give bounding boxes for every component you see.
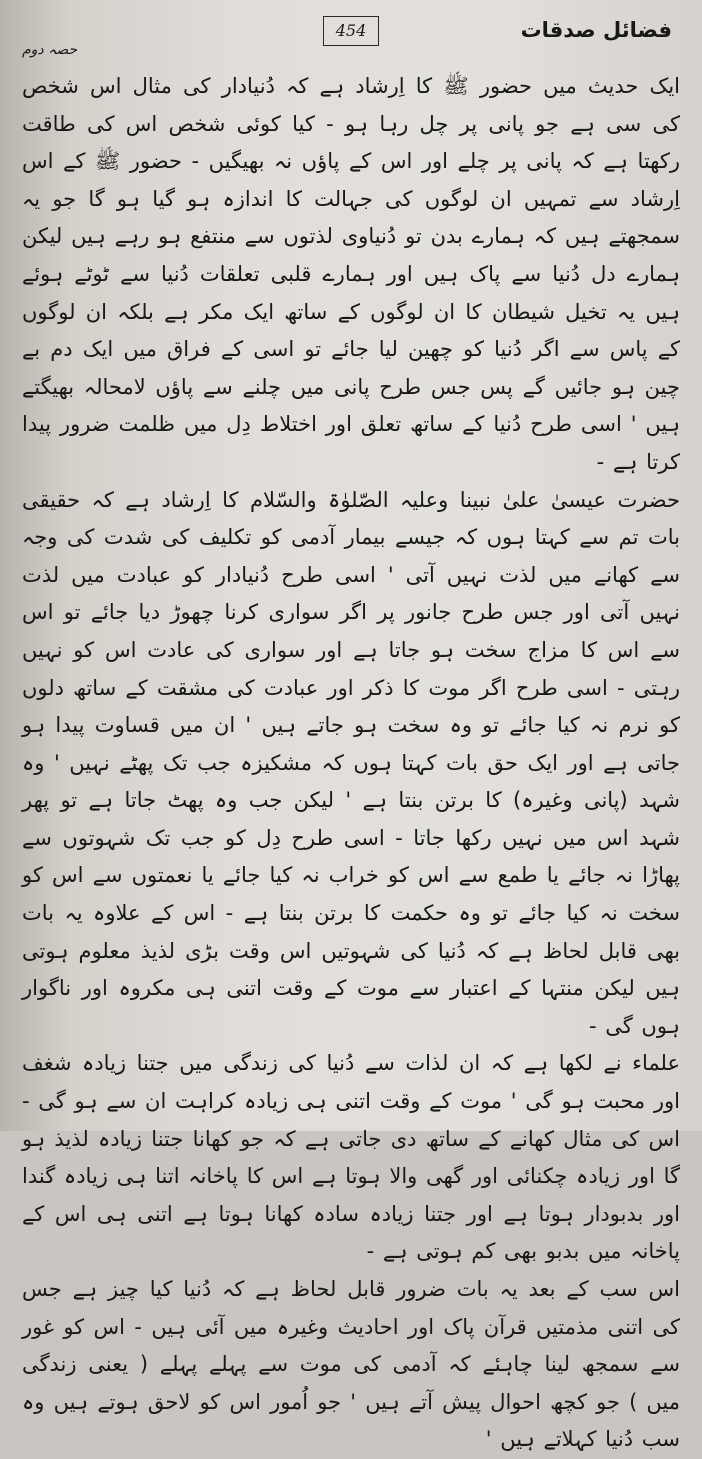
section-label: حصہ دوم [22, 42, 78, 58]
page-header [22, 14, 680, 56]
page-number: 454 [323, 16, 379, 46]
paragraph-ulema: علماء نے لکھا ہے کہ ان لذات سے دُنیا کی زندگی میں جتنا زیادہ شغف اور محبت ہو گی ' موت کے وقت اتنی ہی زیادہ کراہت ان سے ہو گی - اس کی مثال کھانے کے ساتھ دی جاتی ہے کہ جو کھانا جتنا زیادہ لذیذ ہو گا اور زیادہ چکنائی اور گھی والا ہوتا ہے اس کا پاخانہ اتنا ہی زیادہ گندا اور بدبودار ہوتا ہے اور جتنا زیادہ سادہ کھانا ہوتا ہے اتنی ہی اس کے پاخانہ میں بدبو بھی کم ہوتی ہے - [22, 1051, 680, 1264]
paragraph-isa: حضرت عیسیٰ علیٰ نبینا وعلیہ الصّلوٰۃ والسّلام کا اِرشاد ہے کہ حقیقی بات تم سے کہتا ہوں کہ جیسے بیمار آدمی کو تکلیف کی شدت کی وجہ سے کھانے میں لذت نہیں آتی ' اسی طرح دُنیادار کو عبادت میں لذت نہیں آتی اور جس طرح جانور پر اگر سواری کرنا چھوڑ دیا جائے تو اس سے اس کا مزاج سخت ہو جاتا ہے اور سواری کی عادت اس کو نہیں رہتی - اسی طرح اگر موت کا ذکر اور عبادت کی مشقت کے ساتھ دلوں کو نرم نہ کیا جائے تو وہ سخت ہو جاتے ہیں ' ان میں قساوت پیدا ہو جاتی ہے اور ایک حق بات کہتا ہوں کہ مشکیزہ جب تک پھٹے نہیں ' وہ شہد (پانی وغیرہ) کا برتن بنتا ہے ' لیکن جب وہ پھٹ جاتا ہے تو پھر شہد اس میں نہیں رکھا جاتا - اسی طرح دِل کو جب تک شہوتوں سے پھاڑا نہ جائے یا طمع سے اس کو خراب نہ کیا جائے یا نعمتوں سے اس کو سخت نہ کیا جائے تو وہ حکمت کا برتن بنتا ہے - اس کے علاوہ یہ بات بھی قابل لحاظ ہے کہ دُنیا کی شہوتیں اس وقت بڑی لذیذ معلوم ہوتی ہیں لیکن منتہا کے اعتبار سے موت کے وقت اتنی ہی مکروہ اور ناگوار ہوں گی - [22, 487, 680, 1038]
book-title: فضائل صدقات [520, 18, 672, 42]
body-text [22, 68, 680, 1459]
paragraph-hadith: ایک حدیث میں حضور ﷺ کا اِرشاد ہے کہ دُنیادار کی مثال اس شخص کی سی ہے جو پانی پر چل رہا ہو - کیا کوئی شخص اس کی طاقت رکھتا ہے کہ پانی پر چلے اور اس کے پاؤں نہ بھیگیں - حضور ﷺ کے اس اِرشاد سے تمہیں ان لوگوں کی جہالت کا اندازہ ہو گیا ہو گا جو یہ سمجھتے ہیں کہ ہمارے بدن تو دُنیاوی لذتوں سے منتفع ہو رہے ہیں لیکن ہمارے دل دُنیا سے پاک ہیں اور ہمارے قلبی تعلقات دُنیا سے ٹوٹے ہوئے ہیں یہ تخیل شیطان کا ان لوگوں کے ساتھ ایک مکر ہے بلکہ ان لوگوں کے پاس سے اگر دُنیا کو چھین لیا جائے تو اسی کے فراق میں ایک دم بے چین ہو جائیں گے پس جس طرح پانی میں چلنے سے پاؤں لامحالہ بھیگتے ہیں ' اسی طرح دُنیا کے ساتھ تعلق اور اختلاط دِل میں ظلمت ضرور پیدا کرتا ہے - [22, 74, 680, 474]
paragraph-conclusion: اس سب کے بعد یہ بات ضرور قابل لحاظ ہے کہ دُنیا کیا چیز ہے جس کی اتنی مذمتیں قرآن پاک اور احادیث وغیرہ میں آئی ہیں - اس کو غور سے سمجھ لینا چاہئے کہ آدمی کی موت سے پہلے پہلے ( یعنی زندگی میں ) جو کچھ احوال پیش آتے ہیں ' جو اُمور اس کو لاحق ہوتے ہیں وہ سب دُنیا کہلاتے ہیں ' [22, 1277, 680, 1452]
